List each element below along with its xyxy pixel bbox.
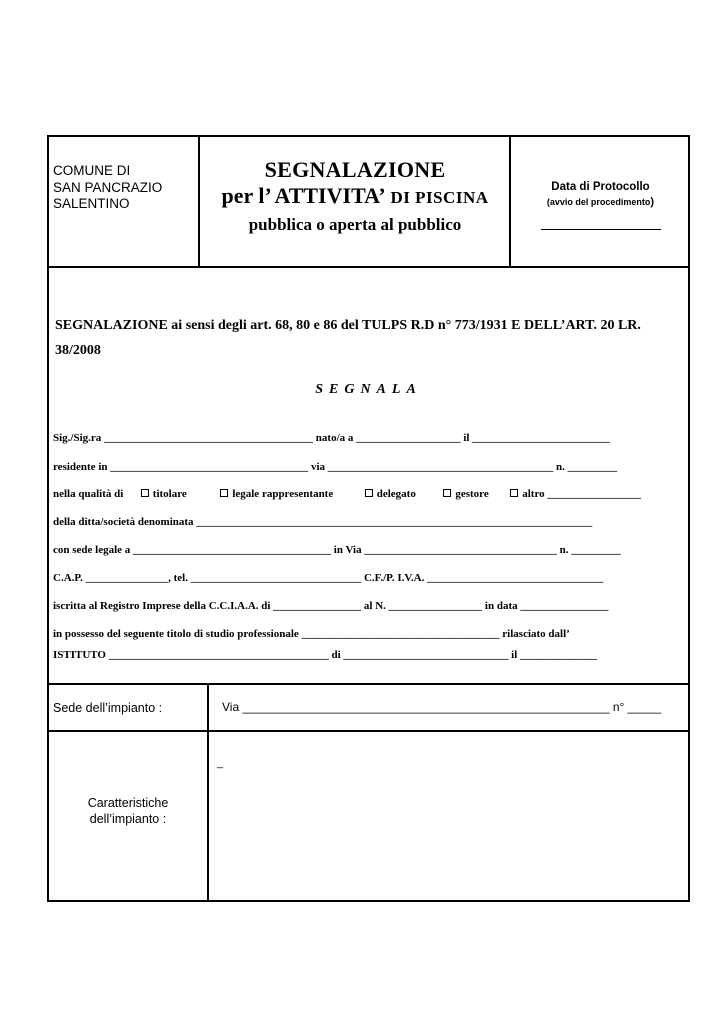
role-option-label: legale rappresentante: [232, 488, 334, 500]
sede-impianto-label: Sede dell’impianto :: [53, 701, 163, 715]
form-row-registry[interactable]: iscritta al Registro Imprese della C.C.I.A.A. di ________________ al N. _________________ in data ________________: [53, 600, 609, 612]
protocol-label: Data di Protocollo: [551, 181, 650, 193]
municipality-line: COMUNE DI: [53, 163, 131, 178]
role-option-delegato[interactable]: [365, 488, 416, 500]
role-option-altro[interactable]: [510, 488, 641, 500]
role-prefix: nella qualità di: [53, 488, 124, 500]
protocol-box: [511, 180, 690, 230]
section-divider-impianto: [49, 683, 688, 685]
role-option-label: delegato: [376, 488, 416, 500]
checkbox-icon[interactable]: [141, 489, 149, 497]
form-row-residence[interactable]: residente in ____________________________________ via _________________________________________ n. _________: [53, 461, 618, 473]
protocol-sub-text: (avvio del procedimento: [546, 197, 651, 207]
characteristics-field[interactable]: _: [217, 757, 224, 769]
form-row-institute[interactable]: ISTITUTO ________________________________________ di ______________________________ il ______________: [53, 649, 598, 661]
characteristics-label-line: Caratteristiche: [87, 796, 169, 810]
checkbox-icon[interactable]: [443, 489, 451, 497]
role-option-label: gestore: [455, 488, 489, 500]
form-row-role: [53, 488, 641, 500]
role-option-label: altro _________________: [522, 488, 641, 500]
role-option-legale[interactable]: [220, 488, 333, 500]
header-divider-left: [198, 137, 200, 267]
municipality-line: SALENTINO: [53, 196, 130, 211]
protocol-date-field[interactable]: [541, 229, 661, 230]
role-option-titolare[interactable]: [141, 488, 187, 500]
sede-impianto-field[interactable]: Via _______________________________________________________ n° _____: [222, 700, 662, 714]
protocol-sub: [511, 195, 690, 209]
title-line-2: [201, 183, 509, 211]
document-title: [201, 157, 509, 237]
section-divider-characteristics: [49, 730, 688, 732]
municipality-line: SAN PANCRAZIO: [53, 179, 163, 195]
form-row-company[interactable]: della ditta/società denominata ________________________________________________________________________: [53, 516, 593, 528]
role-option-gestore[interactable]: [443, 488, 488, 500]
checkbox-icon[interactable]: [510, 489, 518, 497]
characteristics-label: [49, 795, 207, 827]
impianto-column-divider: [207, 683, 209, 902]
title-line-2a: per l’ ATTIVITA’: [221, 183, 386, 208]
role-option-label: titolare: [152, 488, 187, 500]
segnala-heading: SEGNALA: [315, 382, 422, 397]
form-row-title[interactable]: in possesso del seguente titolo di studio professionale ____________________________________ rilasciato dall’: [53, 628, 570, 640]
form-frame: [47, 135, 690, 902]
protocol-sub-close: ): [650, 196, 655, 208]
title-line-1: SEGNALAZIONE: [264, 157, 446, 182]
form-row-cap[interactable]: C.A.P. _______________, tel. _______________________________ C.F./P. I.V.A. ________________________________: [53, 572, 604, 584]
checkbox-icon[interactable]: [220, 489, 228, 497]
title-line-2b: DI PISCINA: [385, 188, 489, 207]
characteristics-label-line: dell’impianto :: [89, 812, 167, 826]
checkbox-icon[interactable]: [365, 489, 373, 497]
header-bottom-line: [49, 266, 688, 268]
form-row-name[interactable]: Sig./Sig.ra ______________________________________ nato/a a ___________________ il _________________________: [53, 432, 610, 444]
municipality-name: [53, 163, 162, 213]
form-row-legal-seat[interactable]: con sede legale a ____________________________________ in Via ___________________________________ n. _________: [53, 544, 621, 556]
title-line-3: pubblica o aperta al pubblico: [248, 215, 462, 234]
intro-text: SEGNALAZIONE ai sensi degli art. 68, 80 e 86 del TULPS R.D n° 773/1931 E DELL’ART. 20 LR. 38/2008: [55, 318, 641, 358]
